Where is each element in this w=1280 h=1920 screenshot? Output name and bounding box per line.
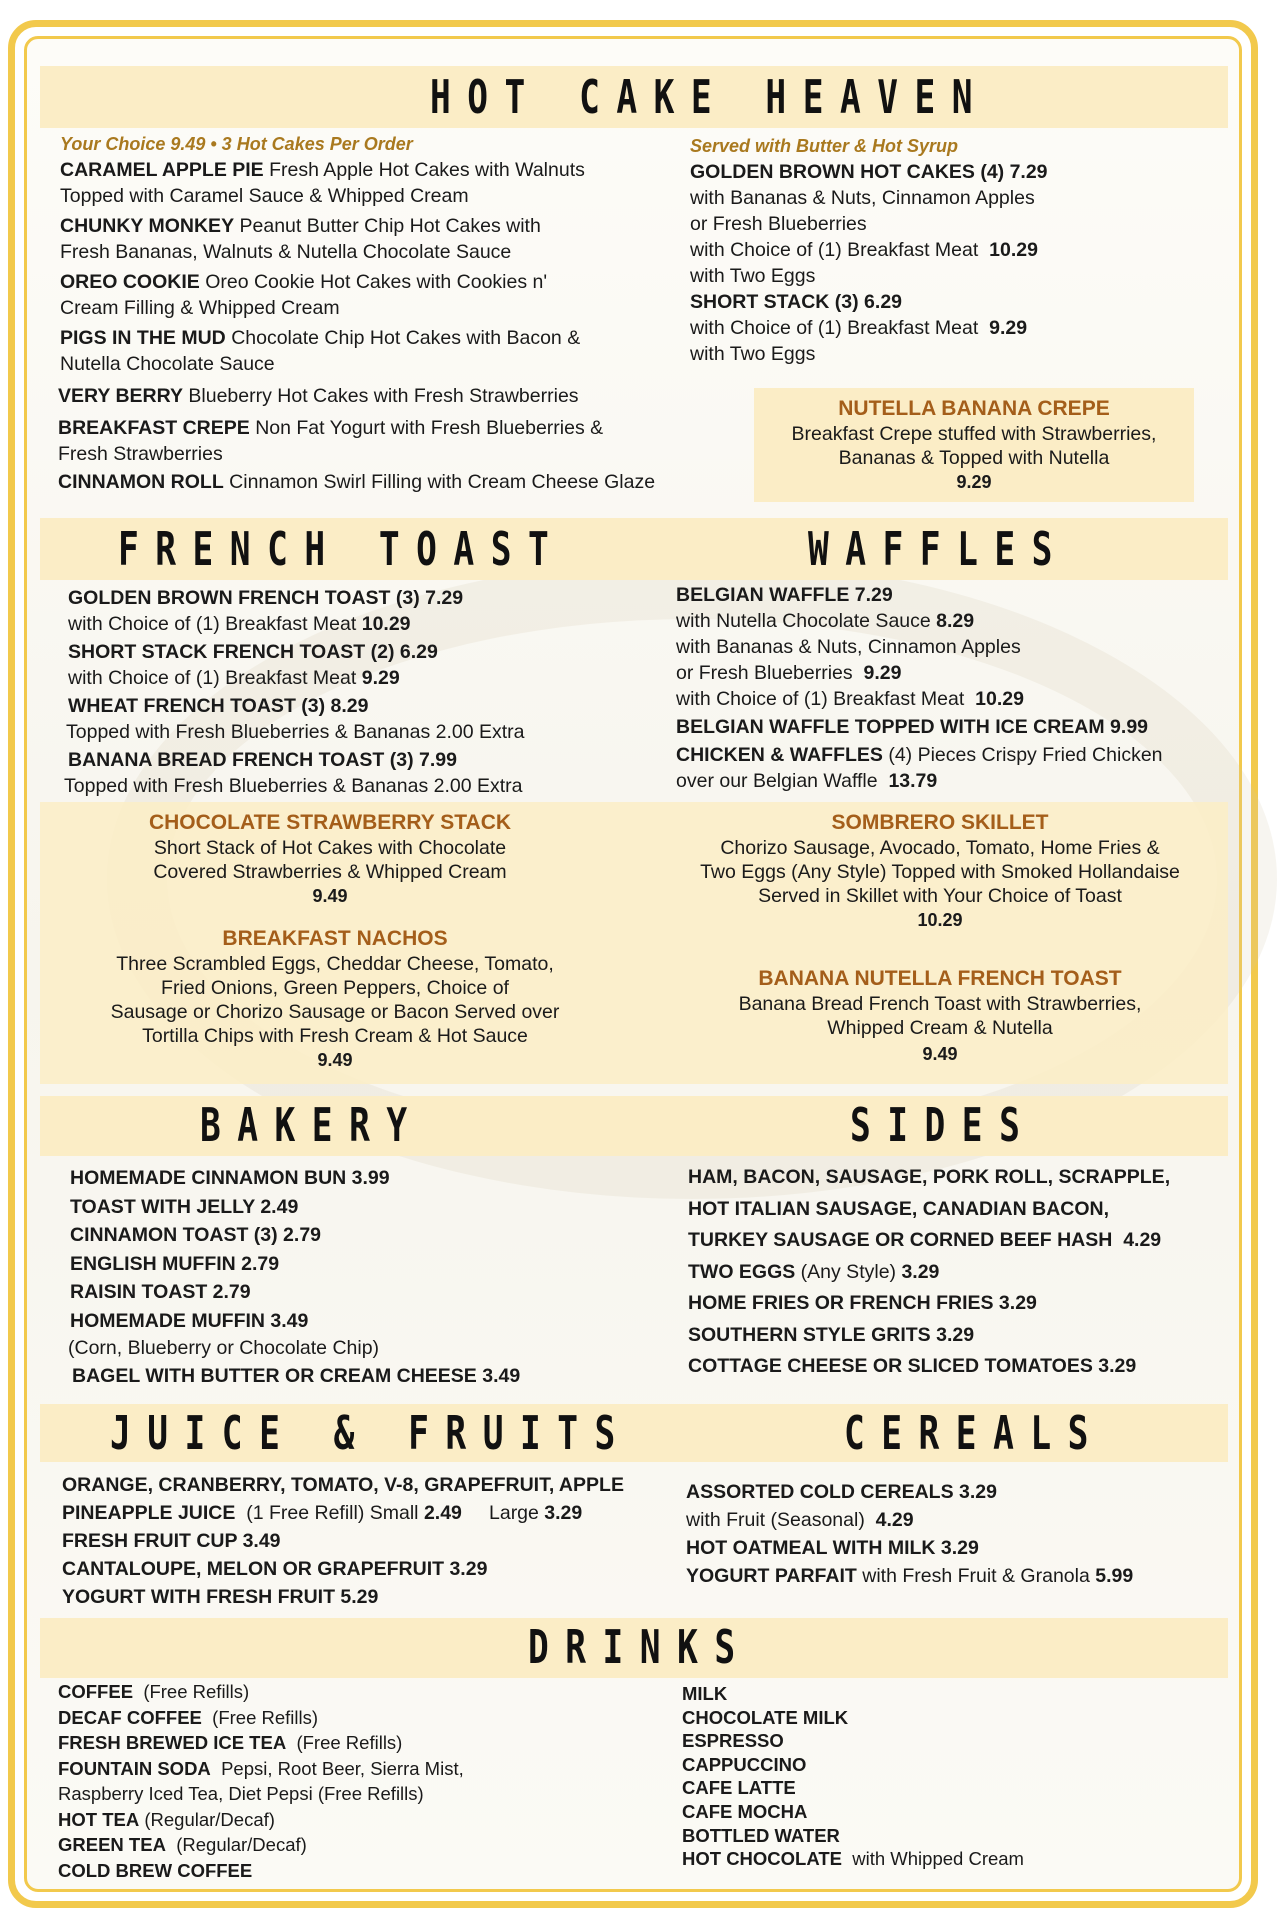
menu-item-desc: with Choice of (1) Breakfast Meat 10.29 [676,688,1024,710]
menu-item-desc: over our Belgian Waffle 13.79 [676,770,938,792]
juice-heading: JUICE & FRUITS [110,1406,632,1460]
special-desc: Chorizo Sausage, Avocado, Tomato, Home Fries & [720,837,1160,859]
special-title: SOMBRERO SKILLET [831,811,1049,834]
menu-item: HOMEMADE MUFFIN 3.49 [70,1309,309,1332]
menu-item: CHOCOLATE MILK [682,1706,849,1728]
banana-nutella-special [660,966,1220,1066]
drinks-left [58,1679,678,1883]
hot-cakes-left [60,134,720,495]
menu-item: BAGEL WITH BUTTER OR CREAM CHEESE 3.49 [72,1365,521,1387]
menu-item: SOUTHERN STYLE GRITS 3.29 [688,1323,975,1346]
menu-item: COLD BREW COFFEE [58,1859,253,1881]
drinks-right [682,1682,1242,1871]
menu-item-desc: with Two Eggs [690,265,816,287]
menu-item: TOAST WITH JELLY 2.49 [70,1195,299,1218]
menu-item: COFFEE (Free Refills) [58,1681,250,1702]
menu-item: BREAKFAST CREPE Non Fat Yogurt with Fresh Blueberries & [58,417,604,439]
menu-item: HOMEMADE CINNAMON BUN 3.99 [70,1167,390,1189]
menu-item: HOT CHOCOLATE with Whipped Cream [682,1848,1024,1870]
menu-item: GOLDEN BROWN HOT CAKES (4) 7.29 [690,161,1048,183]
juice-list [62,1471,682,1611]
special-title: BREAKFAST NACHOS [222,927,448,950]
menu-item-desc: with Fruit (Seasonal) 4.29 [686,1509,914,1531]
special-title: CHOCOLATE STRAWBERRY STACK [148,811,512,834]
french-toast-list [64,585,668,799]
menu-item-desc: or Fresh Blueberries 9.29 [676,662,902,684]
menu-item: GREEN TEA (Regular/Decaf) [58,1834,307,1855]
menu-item: BANANA BREAD FRENCH TOAST (3) 7.99 [68,749,457,771]
choc-stack-special [50,810,610,908]
menu-item: DECAF COFFEE (Free Refills) [58,1706,319,1728]
menu-item-desc: with Two Eggs [690,343,816,365]
special-desc: Breakfast Crepe stuffed with Strawberries, [791,423,1157,445]
french-toast-heading: FRENCH TOAST [118,522,566,576]
menu-item: WHEAT FRENCH TOAST (3) 8.29 [68,695,369,717]
served-with-note: Served with Butter & Hot Syrup [690,136,959,156]
special-price: 9.49 [312,886,348,906]
menu-item: CAFE MOCHA [682,1800,808,1822]
menu-item: ESPRESSO [682,1730,784,1752]
menu-item: TWO EGGS (Any Style) 3.29 [688,1260,940,1283]
menu-item: OREO COOKIE Oreo Cookie Hot Cakes with Cookies n' [60,271,548,293]
special-desc: Tortilla Chips with Fresh Cream & Hot Sauce [142,1025,528,1047]
menu-item: GOLDEN BROWN FRENCH TOAST (3) 7.29 [68,587,464,609]
menu-item-desc: Topped with Fresh Blueberries & Bananas 2.00 Extra [64,775,523,797]
menu-item: HOT TEA (Regular/Decaf) [58,1808,275,1830]
menu-item: SHORT STACK (3) 6.29 [690,291,903,313]
hot-cakes-right [690,136,1230,367]
special-desc: Whipped Cream & Nutella [827,1017,1053,1039]
menu-item: CARAMEL APPLE PIE Fresh Apple Hot Cakes with Walnuts [60,159,585,181]
special-desc: Three Scrambled Eggs, Cheddar Cheese, Tomato, [116,953,554,975]
sombrero-special [630,810,1250,932]
menu-item-desc: Topped with Caramel Sauce & Whipped Cream [60,185,469,207]
menu-item: ASSORTED COLD CEREALS 3.29 [686,1481,997,1503]
menu-item: RAISIN TOAST 2.79 [70,1281,251,1303]
menu-item-desc: with Nutella Chocolate Sauce 8.29 [676,610,975,632]
special-title: NUTELLA BANANA CREPE [838,397,1110,420]
menu-item-desc: Fresh Bananas, Walnuts & Nutella Chocolate Sauce [60,241,512,263]
special-desc: Fried Onions, Green Peppers, Choice of [161,977,509,999]
menu-item: CAPPUCCINO [682,1753,807,1775]
special-price: 10.29 [917,910,963,930]
menu-item: CHICKEN & WAFFLES (4) Pieces Crispy Fried Chicken [676,744,1163,766]
menu-item-desc: (Corn, Blueberry or Chocolate Chip) [68,1337,380,1359]
nachos-special [40,926,630,1072]
menu-item: MILK [682,1683,728,1704]
menu-item: BOTTLED WATER [682,1824,840,1846]
cereals-list [686,1478,1246,1590]
special-desc: Served in Skillet with Your Choice of Toast [758,885,1122,907]
special-desc: Two Eggs (Any Style) Topped with Smoked Hollandaise [700,861,1180,883]
menu-item: CAFE LATTE [682,1777,796,1799]
menu-item-desc: with Choice of (1) Breakfast Meat 9.29 [68,667,400,689]
menu-item-desc: Raspberry Iced Tea, Diet Pepsi (Free Refills) [58,1783,424,1804]
menu-item: PIGS IN THE MUD Chocolate Chip Hot Cakes with Bacon & [60,327,581,349]
menu-item-desc: Fresh Strawberries [58,443,223,465]
menu-item-desc: or Fresh Blueberries [690,213,867,235]
menu-item: YOGURT PARFAIT with Fresh Fruit & Granola 5.99 [686,1565,1134,1587]
menu-item: ORANGE, CRANBERRY, TOMATO, V-8, GRAPEFRUIT, APPLE [62,1474,624,1496]
menu-item: CANTALOUPE, MELON OR GRAPEFRUIT 3.29 [62,1558,488,1580]
menu-item: FRESH BREWED ICE TEA (Free Refills) [58,1732,403,1753]
sides-heading: SIDES [850,1098,1037,1152]
menu-item: TURKEY SAUSAGE OR CORNED BEEF HASH 4.29 [688,1229,1162,1251]
menu-item: PINEAPPLE JUICE (1 Free Refill) Small 2.49 Large 3.29 [62,1502,583,1524]
menu-item: ENGLISH MUFFIN 2.79 [70,1252,280,1275]
menu-item: HOME FRIES OR FRENCH FRIES 3.29 [688,1292,1037,1314]
special-price: 9.49 [317,1050,353,1070]
menu-item: CINNAMON TOAST (3) 2.79 [70,1224,322,1246]
menu-item: SHORT STACK FRENCH TOAST (2) 6.29 [68,641,438,663]
menu-item: FOUNTAIN SODA Pepsi, Root Beer, Sierra Mist, [58,1757,464,1779]
menu-item-desc: with Choice of (1) Breakfast Meat 9.29 [690,317,1028,339]
menu-item-desc: Topped with Fresh Blueberries & Bananas 2.00 Extra [66,721,525,743]
menu-item: COTTAGE CHEESE OR SLICED TOMATOES 3.29 [688,1355,1137,1377]
special-price: 9.29 [956,472,992,492]
menu-item: YOGURT WITH FRESH FRUIT 5.29 [62,1586,379,1608]
menu-item: CHUNKY MONKEY Peanut Butter Chip Hot Cakes with [60,215,541,237]
waffles-heading: WAFFLES [808,522,1069,576]
bakery-list [70,1164,630,1391]
special-desc: Covered Strawberries & Whipped Cream [153,861,507,883]
waffles-list [676,582,1236,794]
menu-item-desc: with Choice of (1) Breakfast Meat 10.29 [690,239,1038,261]
menu-item: FRESH FRUIT CUP 3.49 [62,1530,281,1552]
menu-item: HOT OATMEAL WITH MILK 3.29 [686,1537,979,1559]
menu-item: HOT ITALIAN SAUSAGE, CANADIAN BACON, [688,1197,1110,1220]
menu-item: VERY BERRY Blueberry Hot Cakes with Fresh Strawberries [58,385,579,407]
special-desc: Short Stack of Hot Cakes with Chocolate [153,837,507,859]
sides-list [688,1162,1248,1383]
special-desc: Bananas & Topped with Nutella [838,447,1110,469]
nutella-crepe-special [754,396,1194,494]
hot-cake-heading: HOT CAKE HEAVEN [430,70,990,124]
menu-item-desc: Cream Filling & Whipped Cream [60,297,340,319]
menu-item-desc: with Choice of (1) Breakfast Meat 10.29 [68,613,411,635]
menu-item: CINNAMON ROLL Cinnamon Swirl Filling with Cream Cheese Glaze [58,471,656,493]
menu-item-desc: Nutella Chocolate Sauce [60,353,275,375]
special-price: 9.49 [922,1044,958,1064]
special-desc: Sausage or Chorizo Sausage or Bacon Served over [110,1001,560,1023]
bakery-heading: BAKERY [200,1098,424,1152]
special-title: BANANA NUTELLA FRENCH TOAST [758,967,1122,990]
menu-item: HAM, BACON, SAUSAGE, PORK ROLL, SCRAPPLE, [688,1166,1171,1188]
menu-item: BELGIAN WAFFLE 7.29 [676,584,893,606]
menu-item-desc: with Bananas & Nuts, Cinnamon Apples [676,636,1021,658]
hot-cakes-choice-note: Your Choice 9.49 • 3 Hot Cakes Per Order [60,134,413,154]
special-desc: Banana Bread French Toast with Strawberries, [738,993,1142,1015]
drinks-heading: DRINKS [528,1620,752,1674]
cereals-heading: CEREALS [844,1406,1105,1460]
menu-item: BELGIAN WAFFLE TOPPED WITH ICE CREAM 9.99 [676,716,1149,738]
menu-item-desc: with Bananas & Nuts, Cinnamon Apples [690,187,1035,209]
